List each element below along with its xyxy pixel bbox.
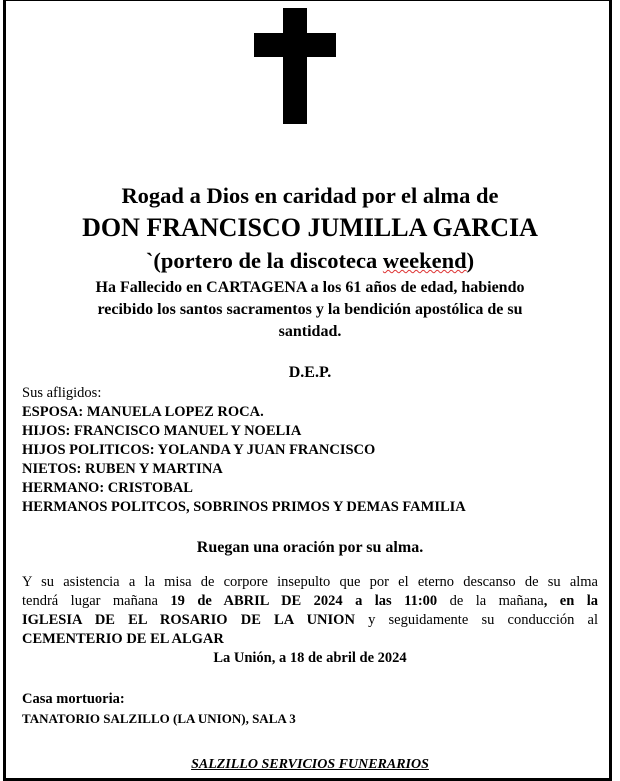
home-label: Casa mortuoria:: [22, 691, 125, 707]
mass-line-1: Y su asistencia a la misa de corpore insepulto que por el eterno descanso de su alma: [22, 574, 598, 590]
funeral-home-footer: SALZILLO SERVICIOS FUNERARIOS: [191, 757, 429, 772]
home-value: TANATORIO SALZILLO (LA UNION), SALA 3: [22, 711, 296, 726]
mass-text: y seguidamente su conducción al: [354, 612, 598, 628]
intro-line-1: Ha Fallecido en CARTAGENA a los 61 años de edad, habiendo: [95, 279, 525, 296]
dep-label: D.E.P.: [288, 364, 332, 381]
mass-date-time: 19 de ABRIL DE 2024 a las 11:00: [170, 593, 438, 609]
nickname-suffix: ): [466, 248, 475, 273]
mass-text: de la mañana: [437, 593, 544, 609]
mourner-line: HIJOS: FRANCISCO MANUEL Y NOELIA: [22, 423, 302, 439]
cemetery-name: CEMENTERIO DE EL ALGAR: [22, 631, 224, 647]
nickname-prefix: `(portero de la discoteca: [145, 248, 383, 273]
mass-text-bold: , en la: [543, 593, 598, 609]
mourner-line: HERMANOS POLITCOS, SOBRINOS PRIMOS Y DEMAS FAMILIA: [22, 499, 466, 515]
mass-line-3: [22, 612, 598, 629]
deceased-nickname: [8, 248, 612, 274]
cross-vertical-bar: [283, 8, 307, 124]
mass-text: tendrá lugar mañana: [22, 593, 171, 609]
intro-line-2: recibido los santos sacramentos y la bendición apostólica de su: [97, 301, 523, 318]
mourner-line: HIJOS POLITICOS: YOLANDA Y JUAN FRANCISCO: [22, 442, 376, 458]
mourner-line: ESPOSA: MANUELA LOPEZ ROCA.: [22, 404, 264, 420]
cross-horizontal-bar: [254, 33, 336, 57]
nickname-word: weekend: [382, 248, 467, 273]
place-date: La Unión, a 18 de abril de 2024: [213, 650, 407, 666]
deceased-name: DON FRANCISCO JUMILLA GARCIA: [82, 213, 538, 242]
heading-line: Rogad a Dios en caridad por el alma de: [121, 183, 499, 208]
mourners-label: Sus afligidos:: [22, 385, 102, 401]
church-name: IGLESIA DE EL ROSARIO DE LA UNION: [22, 612, 355, 628]
mourner-line: HERMANO: CRISTOBAL: [22, 480, 193, 496]
intro-line-3: santidad.: [278, 323, 342, 340]
prayer-request: Ruegan una oración por su alma.: [196, 539, 424, 556]
mass-line-2: [22, 593, 598, 610]
mourner-line: NIETOS: RUBEN Y MARTINA: [22, 461, 223, 477]
